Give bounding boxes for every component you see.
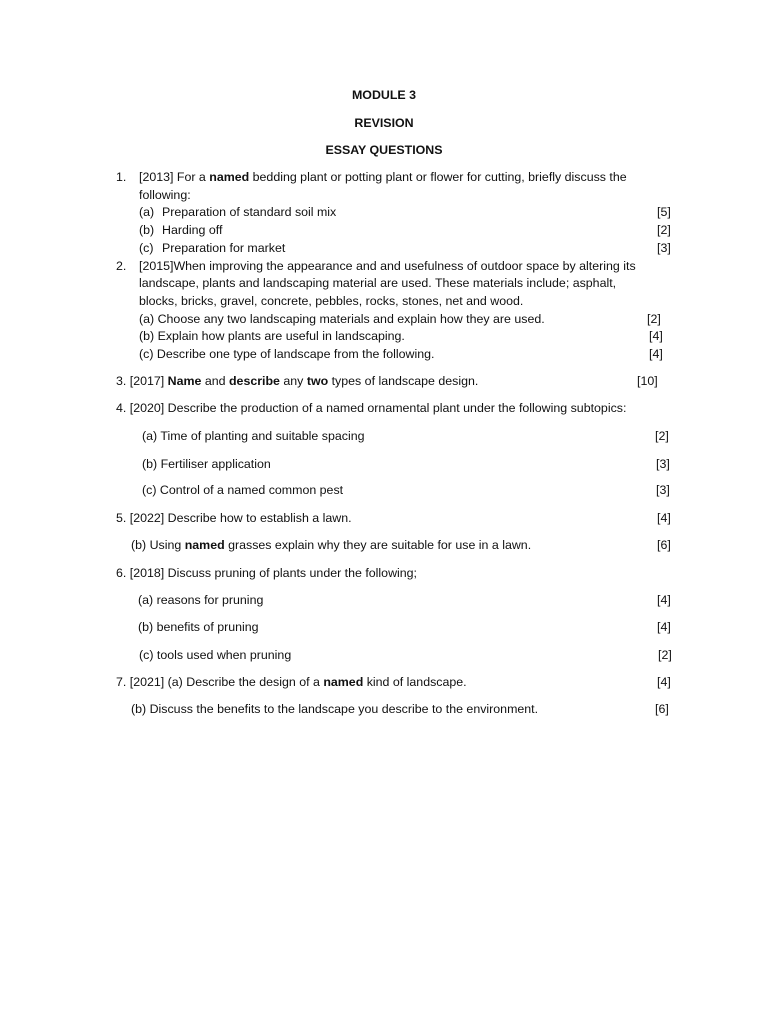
question-text: [2013] For a named bedding plant or potting plant or flower for cutting, briefly discuss the xyxy=(139,170,627,184)
marks: [2] xyxy=(658,648,672,662)
subpart-text: (c) Control of a named common pest xyxy=(142,483,344,497)
marks: [2] xyxy=(655,429,669,443)
subpart-label: (c) xyxy=(139,241,154,255)
subpart-text: (b) Discuss the benefits to the landscape you describe to the environment. xyxy=(131,702,539,716)
question-text: 3. [2017] Name and describe any two types of landscape design. xyxy=(116,374,479,388)
subpart-text: (c) tools used when pruning xyxy=(139,648,292,662)
question-number: 2. xyxy=(116,259,127,273)
marks: [6] xyxy=(657,538,671,552)
marks: [4] xyxy=(657,675,671,689)
marks: [4] xyxy=(649,329,663,343)
marks: [4] xyxy=(657,511,671,525)
subpart-text: (b) benefits of pruning xyxy=(138,620,259,634)
essay-questions-heading: ESSAY QUESTIONS xyxy=(325,143,443,157)
revision-heading: REVISION xyxy=(354,116,414,130)
marks: [2] xyxy=(657,223,671,237)
marks: [4] xyxy=(657,620,671,634)
subpart-text: (a) Choose any two landscaping materials and explain how they are used. xyxy=(139,312,545,326)
question-text: 4. [2020] Describe the production of a named ornamental plant under the following subtopics: xyxy=(116,401,627,415)
question-text-cont: landscape, plants and landscaping material are used. These materials include; asphalt, xyxy=(139,276,617,290)
subpart-text: (a) reasons for pruning xyxy=(138,593,264,607)
marks: [10] xyxy=(637,374,658,388)
marks: [2] xyxy=(647,312,661,326)
subpart-text: Harding off xyxy=(162,223,223,237)
subpart-label: (b) xyxy=(139,223,155,237)
subpart-text: Preparation of standard soil mix xyxy=(162,205,337,219)
subpart-text: (b) Explain how plants are useful in landscaping. xyxy=(139,329,405,343)
question-text: 5. [2022] Describe how to establish a lawn. xyxy=(116,511,352,525)
marks: [3] xyxy=(657,241,671,255)
subpart-label: (a) xyxy=(139,205,155,219)
marks: [3] xyxy=(656,457,670,471)
subpart-text: Preparation for market xyxy=(162,241,286,255)
marks: [4] xyxy=(649,347,663,361)
question-text: 6. [2018] Discuss pruning of plants under the following; xyxy=(116,566,417,580)
marks: [3] xyxy=(656,483,670,497)
marks: [5] xyxy=(657,205,671,219)
subpart-text: (c) Describe one type of landscape from the following. xyxy=(139,347,435,361)
marks: [4] xyxy=(657,593,671,607)
marks: [6] xyxy=(655,702,669,716)
question-text: [2015]When improving the appearance and and usefulness of outdoor space by altering its xyxy=(139,259,636,273)
subpart-text: (a) Time of planting and suitable spacing xyxy=(142,429,365,443)
subpart-text: (b) Using named grasses explain why they are suitable for use in a lawn. xyxy=(131,538,532,552)
module-title: MODULE 3 xyxy=(351,88,417,102)
question-text-cont: following: xyxy=(139,188,191,202)
subpart-text: (b) Fertiliser application xyxy=(142,457,271,471)
question-number: 1. xyxy=(116,170,127,184)
question-text-cont: blocks, bricks, gravel, concrete, pebbles, rocks, stones, net and wood. xyxy=(139,294,524,308)
question-text: 7. [2021] (a) Describe the design of a named kind of landscape. xyxy=(116,675,467,689)
